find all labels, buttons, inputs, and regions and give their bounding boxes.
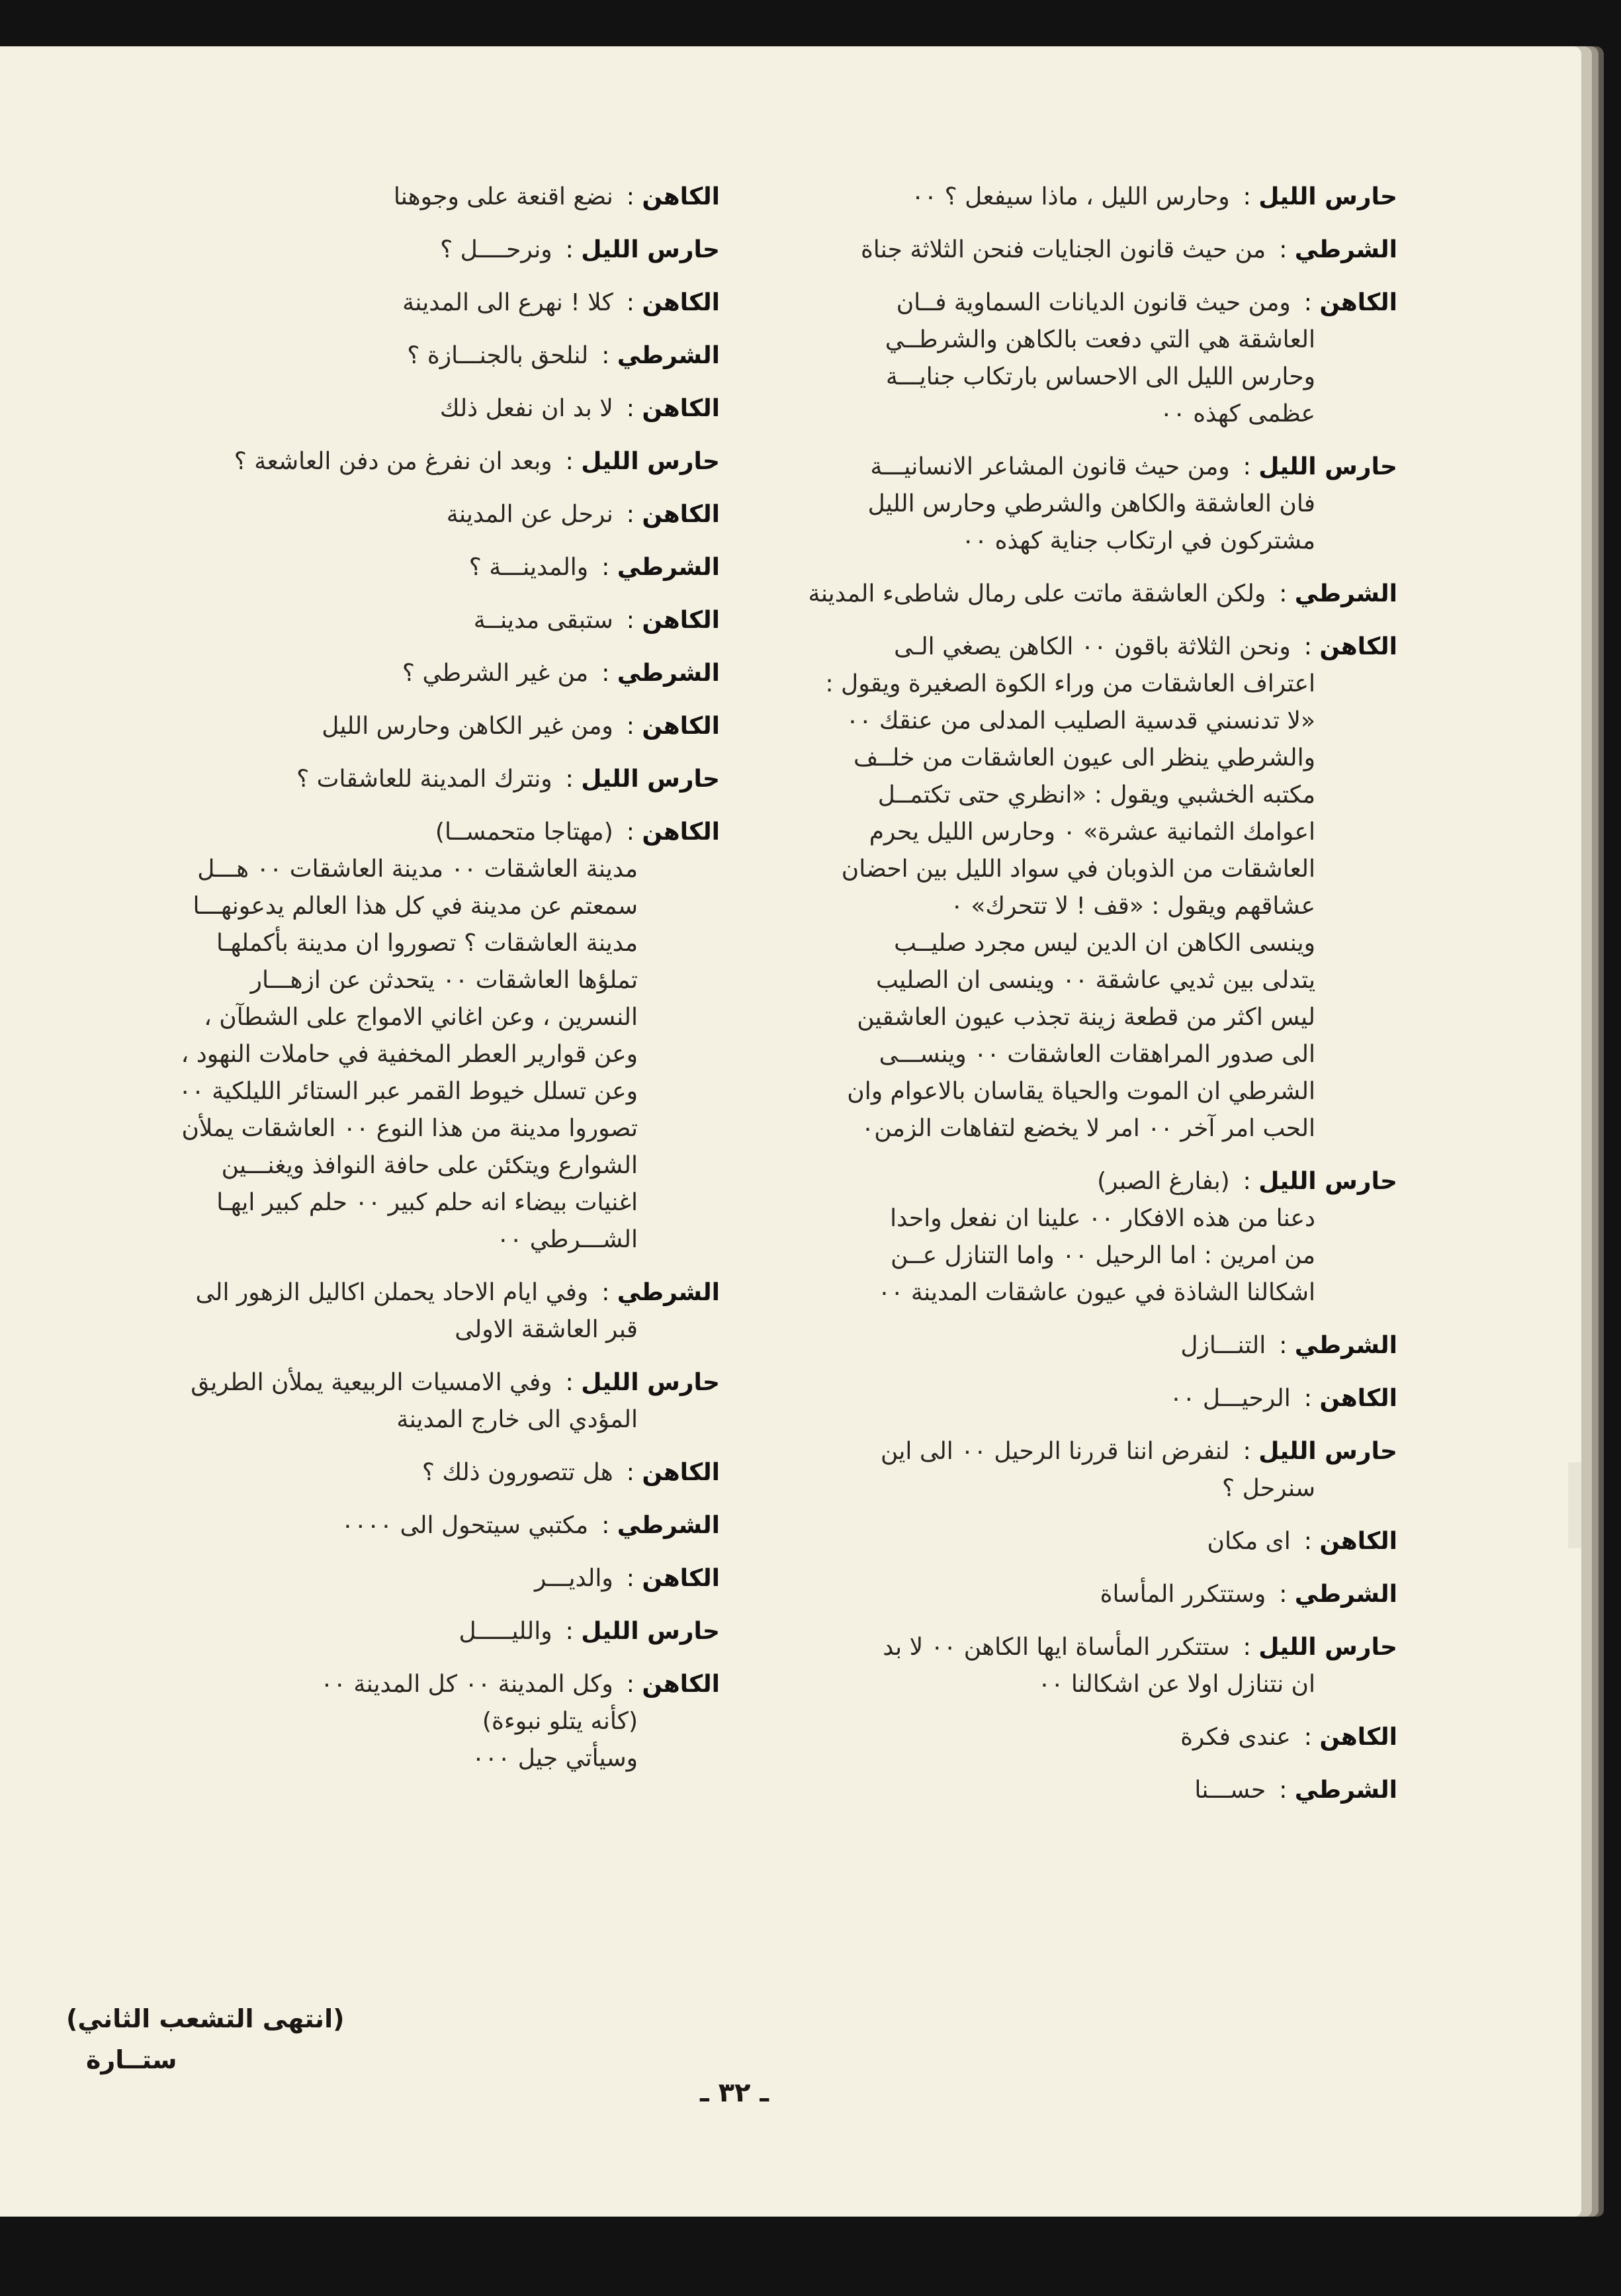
dialogue-entry xyxy=(40,1454,720,1491)
speaker-name: الشرطي : xyxy=(597,660,720,687)
page-number: ـ ٣٢ ـ xyxy=(699,2078,769,2108)
dialogue-continuation-line xyxy=(803,666,1315,703)
dialogue-entry xyxy=(803,1327,1397,1364)
dialogue-entry xyxy=(40,443,720,480)
dialogue-entry xyxy=(40,1666,720,1777)
speaker-name: الشرطي : xyxy=(1275,236,1397,263)
dialogue-text: سنرحل ؟ xyxy=(1222,1475,1315,1502)
dialogue-continuation-line xyxy=(40,851,638,888)
left-column xyxy=(40,179,720,1793)
dialogue-text: والمدينـــة ؟ xyxy=(468,554,589,581)
dialogue-text: فان العاشقة والكاهن والشرطي وحارس الليل xyxy=(867,490,1315,517)
speaker-name: حارس الليل : xyxy=(1239,183,1397,210)
dialogue-continuation-line xyxy=(803,999,1315,1036)
page-edge-mark xyxy=(1568,1462,1581,1548)
speaker-name: الكاهن : xyxy=(623,1565,720,1592)
dialogue-text: تملؤها العاشقات ٠٠ يتحدثن عن ازهـــار xyxy=(250,967,638,994)
dialogue-entry xyxy=(40,390,720,427)
speaker-name: الكاهن : xyxy=(623,818,720,846)
dialogue-text: لنلحق بالجنـــازة ؟ xyxy=(407,342,589,369)
speaker-name: الكاهن : xyxy=(623,395,720,422)
ending-block xyxy=(66,1998,344,2080)
dialogue-text: قبر العاشقة الاولى xyxy=(455,1316,638,1343)
dialogue-text: من امرين : اما الرحيل ٠٠ واما التنازل عــن xyxy=(891,1242,1315,1269)
speaker-name: الكاهن : xyxy=(1300,1724,1397,1751)
dialogue-continuation-line xyxy=(803,486,1315,523)
dialogue-continuation-line xyxy=(40,1311,638,1348)
speaker-name: الكاهن : xyxy=(623,183,720,210)
dialogue-text: لا بد ان نفعل ذلك xyxy=(439,395,613,422)
dialogue-first-line xyxy=(803,1163,1397,1200)
dialogue-entry xyxy=(803,1629,1397,1703)
dialogue-text: (مهتاجا متحمســا) xyxy=(435,818,613,846)
speaker-name: الكاهن : xyxy=(623,501,720,528)
dialogue-text: وحارس الليل الى الاحساس بارتكاب جنايـــة xyxy=(885,363,1315,390)
dialogue-text: الرحيـــل ٠٠ xyxy=(1169,1385,1291,1412)
dialogue-text: المؤدي الى خارج المدينة xyxy=(396,1406,638,1433)
dialogue-continuation-line xyxy=(40,1740,638,1777)
dialogue-continuation-line xyxy=(803,322,1315,359)
dialogue-continuation-line xyxy=(803,1237,1315,1274)
dialogue-text: التنـــازل xyxy=(1180,1332,1266,1359)
dialogue-first-line xyxy=(803,1327,1397,1364)
speaker-name: الشرطي : xyxy=(597,554,720,581)
dialogue-text: ولكن العاشقة ماتت على رمال شاطىء المدينة xyxy=(808,580,1266,607)
dialogue-continuation-line xyxy=(40,1401,638,1438)
dialogue-first-line xyxy=(40,1666,720,1703)
dialogue-continuation-line xyxy=(40,1703,638,1740)
dialogue-continuation-line xyxy=(803,814,1315,851)
dialogue-text: اغنيات بيضاء انه حلم كبير ٠٠ حلم كبير ايهـا xyxy=(216,1189,638,1216)
dialogue-first-line xyxy=(40,708,720,745)
speaker-name: حارس الليل : xyxy=(1239,453,1397,480)
speaker-name: الكاهن : xyxy=(1300,633,1397,660)
dialogue-text: وفي الامسيات الربيعية يملأن الطريق xyxy=(191,1369,552,1396)
dialogue-continuation-line xyxy=(803,1200,1315,1237)
dialogue-first-line xyxy=(40,814,720,851)
dialogue-continuation-line xyxy=(803,1036,1315,1073)
speaker-name: حارس الليل : xyxy=(562,1618,720,1645)
dialogue-first-line xyxy=(40,390,720,427)
dialogue-entry xyxy=(40,549,720,586)
speaker-name: الشرطي : xyxy=(1275,1332,1397,1359)
dialogue-first-line xyxy=(803,1576,1397,1613)
dialogue-continuation-line xyxy=(40,925,638,962)
dialogue-first-line xyxy=(803,629,1397,666)
speaker-name: الكاهن : xyxy=(623,713,720,740)
right-column xyxy=(803,179,1397,1825)
dialogue-text: من غير الشرطي ؟ xyxy=(402,660,589,687)
dialogue-text: هل تتصورون ذلك ؟ xyxy=(421,1459,613,1486)
dialogue-entry xyxy=(40,1560,720,1597)
dialogue-text: ومن حيث قانون الديانات السماوية فــان xyxy=(896,289,1291,316)
dialogue-first-line xyxy=(803,1523,1397,1560)
dialogue-entry xyxy=(803,1523,1397,1560)
dialogue-first-line xyxy=(803,179,1397,216)
dialogue-continuation-line xyxy=(40,1073,638,1110)
dialogue-first-line xyxy=(40,761,720,798)
dialogue-text: «لا تدنسني قدسية الصليب المدلى من عنقك ٠٠ xyxy=(846,707,1315,734)
speaker-name: الشرطي : xyxy=(597,342,720,369)
dialogue-text: وعن تسلل خيوط القمر عبر الستائر الليلكية ٠٠ xyxy=(179,1078,638,1105)
dialogue-text: اشكالنا الشاذة في عيون عاشقات المدينة ٠٠ xyxy=(877,1279,1315,1306)
dialogue-text: ومن حيث قانون المشاعر الانسانيـــة xyxy=(870,453,1230,480)
dialogue-text: وحارس الليل ، ماذا سيفعل ؟ ٠٠ xyxy=(911,183,1230,210)
dialogue-text: العاشقة هي التي دفعت بالكاهن والشرطــي xyxy=(885,326,1315,353)
dialogue-entry xyxy=(803,1576,1397,1613)
dialogue-first-line xyxy=(40,1274,720,1311)
dialogue-first-line xyxy=(803,449,1397,486)
speaker-name: حارس الليل : xyxy=(562,766,720,793)
speaker-name: حارس الليل : xyxy=(562,1369,720,1396)
dialogue-entry xyxy=(40,761,720,798)
dialogue-first-line xyxy=(803,576,1397,613)
dialogue-text: اعتراف العاشقات من وراء الكوة الصغيرة ويقول : xyxy=(825,670,1315,697)
dialogue-continuation-line xyxy=(803,1274,1315,1311)
dialogue-text: كلا ! نهرع الى المدينة xyxy=(402,289,613,316)
dialogue-continuation-line xyxy=(803,1470,1315,1507)
dialogue-entry xyxy=(40,655,720,692)
dialogue-entry xyxy=(40,232,720,269)
dialogue-first-line xyxy=(40,602,720,639)
dialogue-text: وعن قوارير العطر المخفية في حاملات النهود ، xyxy=(181,1041,638,1068)
dialogue-first-line xyxy=(803,1380,1397,1417)
dialogue-entry xyxy=(803,1433,1397,1507)
dialogue-entry xyxy=(803,1772,1397,1809)
dialogue-continuation-line xyxy=(40,1147,638,1184)
dialogue-first-line xyxy=(803,1433,1397,1470)
dialogue-text: الحب امر آخر ٠٠ امر لا يخضع لتفاهات الزمن٠ xyxy=(861,1115,1315,1142)
dialogue-text: اعوامك الثمانية عشرة» ٠ وحارس الليل يحرم xyxy=(869,818,1315,846)
dialogue-first-line xyxy=(40,179,720,216)
dialogue-text: النسرين ، وعن اغاني الامواج على الشطآن ، xyxy=(204,1004,638,1031)
speaker-name: الشرطي : xyxy=(1275,1777,1397,1804)
dialogue-text: وبعد ان نفرغ من دفن العاشعة ؟ xyxy=(234,448,552,475)
dialogue-entry xyxy=(40,179,720,216)
dialogue-text: يتدلى بين ثديي عاشقة ٠٠ وينسى ان الصليب xyxy=(875,967,1315,994)
dialogue-continuation-line xyxy=(803,523,1315,560)
dialogue-continuation-line xyxy=(803,1666,1315,1703)
dialogue-text: مدينة العاشقات ؟ تصوروا ان مدينة بأكملهـا xyxy=(216,930,638,957)
dialogue-text: ومن غير الكاهن وحارس الليل xyxy=(322,713,613,740)
dialogue-text: اى مكان xyxy=(1207,1528,1291,1555)
speaker-name: حارس الليل : xyxy=(1239,1438,1397,1465)
dialogue-entry xyxy=(803,179,1397,216)
dialogue-entry xyxy=(803,449,1397,560)
dialogue-text: وينسى الكاهن ان الدين ليس مجرد صليــب xyxy=(894,930,1315,957)
speaker-name: حارس الليل : xyxy=(562,448,720,475)
dialogue-continuation-line xyxy=(803,888,1315,925)
dialogue-text: الشوارع ويتكئن على حافة النوافذ ويغنـــين xyxy=(221,1152,638,1179)
dialogue-first-line xyxy=(803,285,1397,322)
dialogue-first-line xyxy=(40,1613,720,1650)
speaker-name: الشرطي : xyxy=(1275,580,1397,607)
dialogue-first-line xyxy=(803,1719,1397,1756)
dialogue-continuation-line xyxy=(40,999,638,1036)
dialogue-continuation-line xyxy=(40,1110,638,1147)
speaker-name: الشرطي : xyxy=(1275,1581,1397,1608)
speaker-name: الكاهن : xyxy=(1300,289,1397,316)
dialogue-text: ونترك المدينة للعاشقات ؟ xyxy=(296,766,552,793)
dialogue-entry xyxy=(803,285,1397,433)
speaker-name: الكاهن : xyxy=(623,289,720,316)
dialogue-continuation-line xyxy=(803,1073,1315,1110)
dialogue-continuation-line xyxy=(40,1221,638,1258)
dialogue-continuation-line xyxy=(40,1184,638,1221)
dialogue-first-line xyxy=(803,1629,1397,1666)
dialogue-entry xyxy=(40,1507,720,1544)
dialogue-entry xyxy=(40,708,720,745)
speaker-name: حارس الليل : xyxy=(562,236,720,263)
speaker-name: حارس الليل : xyxy=(1239,1168,1397,1195)
dialogue-text: لنفرض اننا قررنا الرحيل ٠٠ الى اين xyxy=(880,1438,1230,1465)
speaker-name: حارس الليل : xyxy=(1239,1634,1397,1661)
dialogue-entry xyxy=(803,232,1397,269)
dialogue-first-line xyxy=(40,1364,720,1401)
dialogue-text: عظمى كهذه ٠٠ xyxy=(1160,400,1315,427)
dialogue-entry xyxy=(40,1364,720,1438)
dialogue-entry xyxy=(803,1719,1397,1756)
dialogue-text: وفي ايام الاحاد يحملن اكاليل الزهور الى xyxy=(195,1279,589,1306)
speaker-name: الكاهن : xyxy=(623,1459,720,1486)
dialogue-continuation-line xyxy=(803,740,1315,777)
dialogue-text: عشاقهم ويقول : «قف ! لا تتحرك» ٠ xyxy=(950,893,1315,920)
dialogue-continuation-line xyxy=(40,962,638,999)
dialogue-entry xyxy=(803,1380,1397,1417)
speaker-name: الكاهن : xyxy=(1300,1528,1397,1555)
dialogue-first-line xyxy=(40,1454,720,1491)
dialogue-text: ستبقى مدينــة xyxy=(473,607,613,634)
curtain-label: ستــارة xyxy=(86,2045,177,2074)
dialogue-entry xyxy=(40,1274,720,1348)
dialogue-first-line xyxy=(803,1772,1397,1809)
dialogue-entry xyxy=(40,1613,720,1650)
dialogue-entry xyxy=(40,285,720,322)
dialogue-text: ونحن الثلاثة باقون ٠٠ الكاهن يصغي الـى xyxy=(894,633,1291,660)
dialogue-text: نرحل عن المدينة xyxy=(446,501,613,528)
dialogue-entry xyxy=(803,629,1397,1147)
speaker-name: الكاهن : xyxy=(623,607,720,634)
dialogue-continuation-line xyxy=(803,777,1315,814)
dialogue-entry xyxy=(40,337,720,375)
dialogue-continuation-line xyxy=(803,396,1315,433)
dialogue-text: سمعتم عن مدينة في كل هذا العالم يدعونهـــا xyxy=(193,893,638,920)
dialogue-text: وكل المدينة ٠٠ كل المدينة ٠٠ xyxy=(320,1671,613,1698)
dialogue-first-line xyxy=(40,285,720,322)
dialogue-text: ان نتنازل اولا عن اشكالنا ٠٠ xyxy=(1037,1671,1315,1698)
dialogue-text: والديـــر xyxy=(534,1565,613,1592)
dialogue-text: مكتبه الخشبي ويقول : «انظري حتى تكتمــل xyxy=(877,781,1315,809)
ending-note: (انتهى التشعب الثاني) xyxy=(66,2004,345,2033)
dialogue-text: (بفارغ الصبر) xyxy=(1097,1168,1230,1195)
dialogue-continuation-line xyxy=(803,925,1315,962)
dialogue-text: نضع اقنعة على وجوهنا xyxy=(393,183,613,210)
dialogue-text: (كأنه يتلو نبوءة) xyxy=(482,1708,638,1735)
dialogue-text: ستتكرر المأساة ايها الكاهن ٠٠ لا بد xyxy=(883,1634,1230,1661)
dialogue-first-line xyxy=(40,337,720,375)
dialogue-continuation-line xyxy=(803,851,1315,888)
dialogue-first-line xyxy=(803,232,1397,269)
dialogue-continuation-line xyxy=(40,888,638,925)
dialogue-text: وستتكرر المأساة xyxy=(1100,1581,1266,1608)
dialogue-continuation-line xyxy=(803,703,1315,740)
dialogue-entry xyxy=(803,576,1397,613)
dialogue-first-line xyxy=(40,655,720,692)
dialogue-text: حســـنا xyxy=(1194,1777,1266,1804)
speaker-name: الكاهن : xyxy=(623,1671,720,1698)
dialogue-entry xyxy=(40,496,720,533)
dialogue-text: ونرحــــل ؟ xyxy=(440,236,552,263)
dialogue-text: والشرطي ينظر الى عيون العاشقات من خلــف xyxy=(853,744,1315,772)
speaker-name: الكاهن : xyxy=(1300,1385,1397,1412)
dialogue-text: الشرطي ان الموت والحياة يقاسان بالاعوام وان xyxy=(847,1078,1315,1105)
dialogue-text: من حيث قانون الجنايات فنحن الثلاثة جناة xyxy=(860,236,1266,263)
document-page xyxy=(0,46,1581,2217)
dialogue-continuation-line xyxy=(803,962,1315,999)
dialogue-text: مشتركون في ارتكاب جناية كهذه ٠٠ xyxy=(961,527,1315,554)
dialogue-continuation-line xyxy=(40,1036,638,1073)
dialogue-entry xyxy=(40,814,720,1258)
dialogue-continuation-line xyxy=(803,1110,1315,1147)
dialogue-first-line xyxy=(40,443,720,480)
dialogue-text: الشـــرطي ٠٠ xyxy=(496,1226,638,1253)
dialogue-text: ليس اكثر من قطعة زينة تجذب عيون العاشقين xyxy=(857,1004,1315,1031)
dialogue-text: والليـــــل xyxy=(459,1618,552,1645)
dialogue-text: الى صدور المراهقات العاشقات ٠٠ وينســـى xyxy=(879,1041,1315,1068)
dialogue-text: عندى فكرة xyxy=(1180,1724,1291,1751)
dialogue-entry xyxy=(40,602,720,639)
dialogue-text: مدينة العاشقات ٠٠ مدينة العاشقات ٠٠ هـــل xyxy=(197,856,638,883)
dialogue-text: وسيأتي جيل ٠٠٠ xyxy=(472,1745,638,1772)
dialogue-first-line xyxy=(40,232,720,269)
dialogue-first-line xyxy=(40,1507,720,1544)
speaker-name: الشرطي : xyxy=(597,1512,720,1539)
dialogue-text: مكتبي سيتحول الى ٠٠٠٠ xyxy=(341,1512,589,1539)
dialogue-first-line xyxy=(40,549,720,586)
dialogue-continuation-line xyxy=(803,359,1315,396)
dialogue-first-line xyxy=(40,496,720,533)
dialogue-text: العاشقات من الذوبان في سواد الليل بين احضان xyxy=(841,856,1315,883)
dialogue-entry xyxy=(803,1163,1397,1311)
dialogue-text: تصوروا مدينة من هذا النوع ٠٠ العاشقات يملأن xyxy=(181,1115,638,1142)
speaker-name: الشرطي : xyxy=(597,1279,720,1306)
dialogue-first-line xyxy=(40,1560,720,1597)
dialogue-text: دعنا من هذه الافكار ٠٠ علينا ان نفعل واحدا xyxy=(890,1205,1315,1232)
